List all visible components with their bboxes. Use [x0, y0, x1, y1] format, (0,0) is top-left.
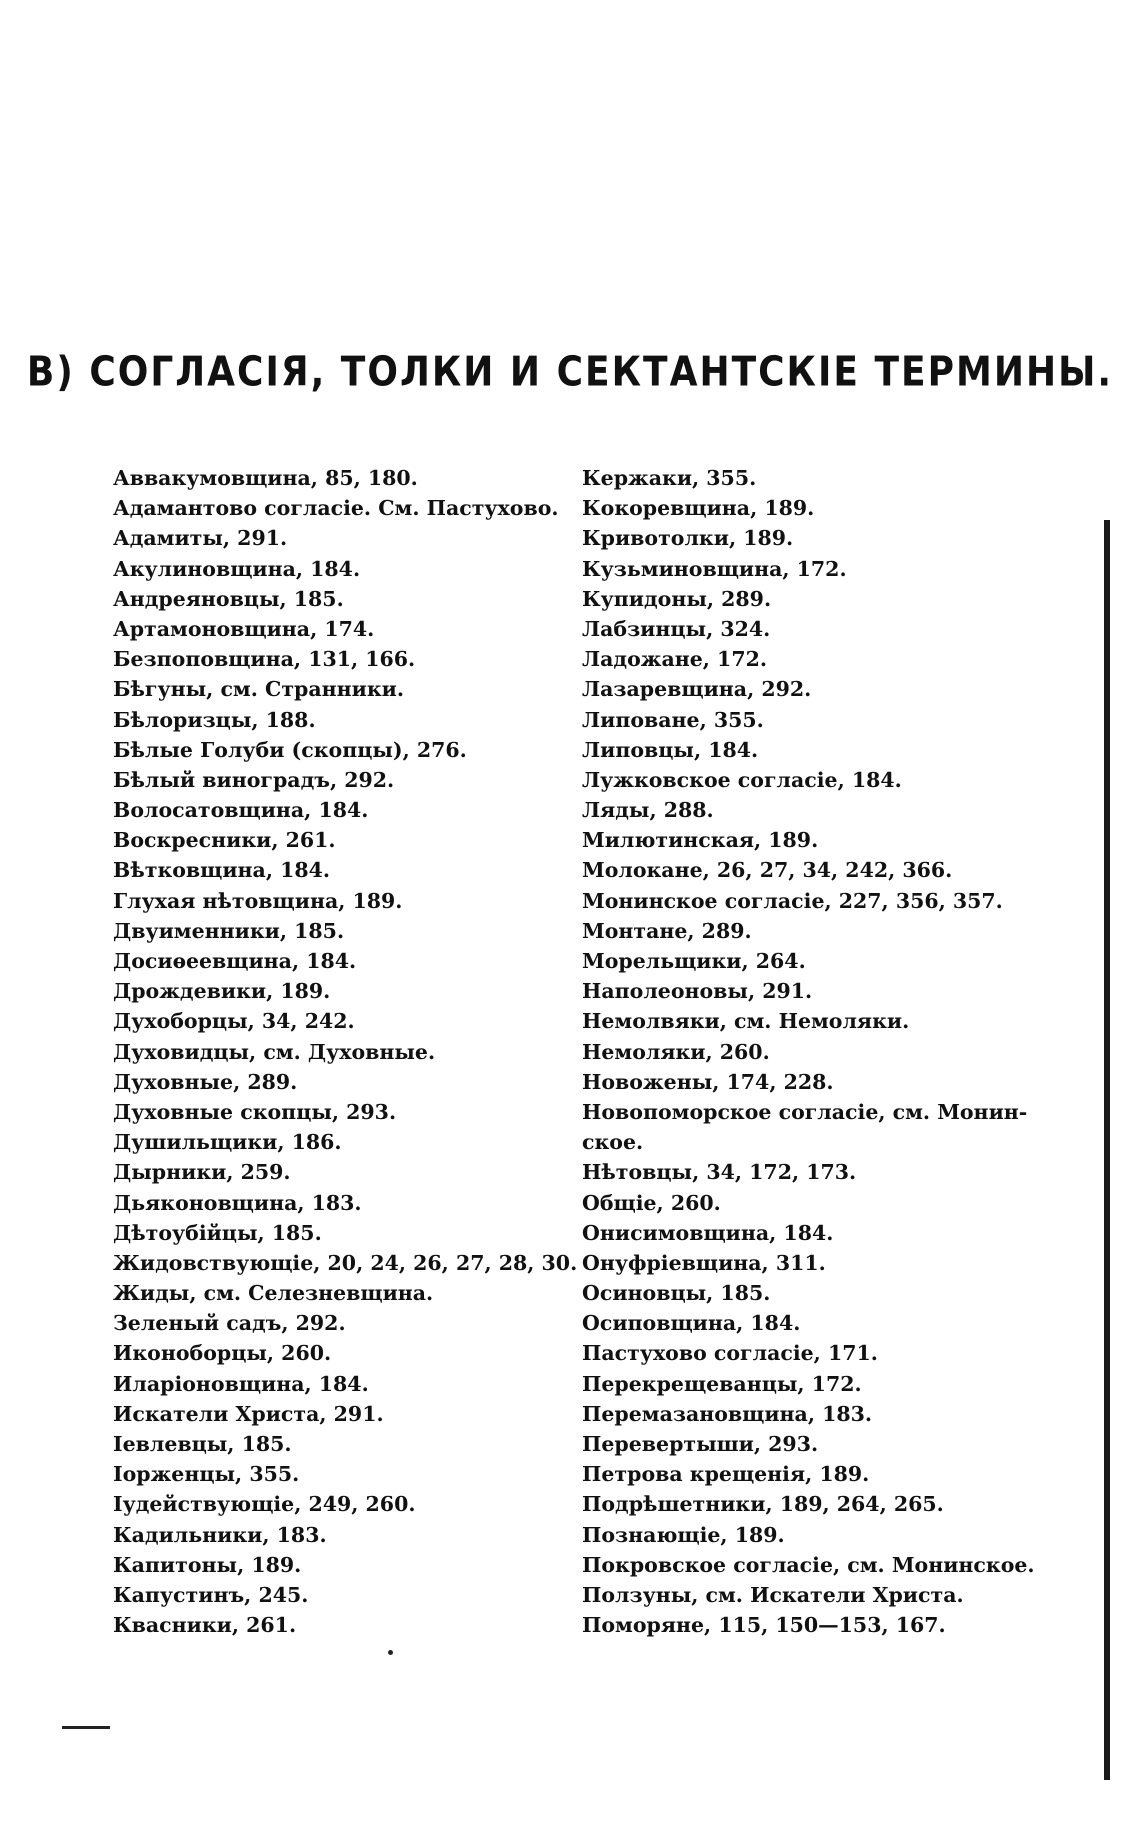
- index-entry: Акулиновщина, 184.: [113, 556, 361, 581]
- section-heading: В) СОГЛАСІЯ, ТОЛКИ И СЕКТАНТСКІЕ ТЕРМИНЫ.: [26, 348, 1114, 397]
- index-entry: Поморяне, 115, 150—153, 167.: [582, 1613, 946, 1638]
- index-entry: Духовные скопцы, 293.: [113, 1099, 397, 1124]
- index-entry: Липовцы, 184.: [582, 737, 759, 762]
- index-entry: Бѣлые Голуби (скопцы), 276.: [113, 737, 467, 762]
- index-entry: Бѣлый виноградъ, 292.: [113, 767, 395, 792]
- index-entry: Дрождевики, 189.: [113, 979, 331, 1004]
- index-entry: Вѣтковщина, 184.: [113, 858, 331, 883]
- index-entry: Монинское согласіе, 227, 356, 357.: [582, 888, 1003, 913]
- index-entry: Квасники, 261.: [113, 1613, 297, 1638]
- index-entry: Андреяновцы, 185.: [113, 586, 344, 611]
- index-entry: Кокоревщина, 189.: [582, 496, 815, 521]
- index-entry: Новожены, 174, 228.: [582, 1069, 834, 1094]
- index-entry: Новопоморское согласіе, см. Монин-: [582, 1099, 1028, 1124]
- index-entry: Адамантово согласіе. См. Пастухово.: [113, 496, 559, 521]
- index-entry: Жидовствующіе, 20, 24, 26, 27, 28, 30.: [113, 1250, 578, 1275]
- print-speck: [388, 1650, 393, 1655]
- index-entry: Покровское согласіе, см. Монинское.: [582, 1552, 1035, 1577]
- index-entry: Кадильники, 183.: [113, 1522, 327, 1547]
- index-entry: Искатели Христа, 291.: [113, 1401, 384, 1426]
- index-entry: Милютинская, 189.: [582, 828, 819, 853]
- index-entry: Лужковское согласіе, 184.: [582, 767, 902, 792]
- index-entry: Осиновцы, 185.: [582, 1281, 771, 1306]
- index-entry: Зеленый садъ, 292.: [113, 1311, 346, 1336]
- index-entry: Дьяконовщина, 183.: [113, 1190, 362, 1215]
- index-entry: Іорженцы, 355.: [113, 1462, 300, 1487]
- index-entry: Иларіоновщина, 184.: [113, 1371, 369, 1396]
- index-entry: Купидоны, 289.: [582, 586, 772, 611]
- index-entry: Іевлевцы, 185.: [113, 1432, 292, 1456]
- index-entry: Онуфріевщина, 311.: [582, 1250, 826, 1275]
- index-entry: Немолвяки, см. Немоляки.: [582, 1009, 910, 1034]
- index-entry: Подрѣшетники, 189, 264, 265.: [582, 1492, 944, 1517]
- index-entry: Капитоны, 189.: [113, 1552, 302, 1577]
- index-entry: Ладожане, 172.: [582, 647, 767, 672]
- index-entry: Липоване, 355.: [582, 707, 764, 732]
- index-entry: Перемазановщина, 183.: [582, 1401, 873, 1426]
- index-entry: Безпоповщина, 131, 166.: [113, 647, 416, 672]
- index-entry: Духоборцы, 34, 242.: [113, 1009, 355, 1034]
- index-entry: Дырники, 259.: [113, 1160, 291, 1185]
- index-entry: Немоляки, 260.: [582, 1039, 770, 1064]
- index-entry: Кузьминовщина, 172.: [582, 556, 847, 581]
- index-entry: Молокане, 26, 27, 34, 242, 366.: [582, 858, 953, 883]
- index-entry: Общіе, 260.: [582, 1190, 721, 1215]
- index-entry: Лазаревщина, 292.: [582, 677, 812, 702]
- index-entry: Дѣтоубійцы, 185.: [113, 1220, 322, 1245]
- index-entry: Бѣгуны, см. Странники.: [113, 677, 405, 702]
- index-entry: Двуименники, 185.: [113, 918, 345, 943]
- index-entry: Лабзинцы, 324.: [582, 616, 771, 641]
- index-entry: Духовные, 289.: [113, 1069, 298, 1094]
- index-entry: Перевертыши, 293.: [582, 1432, 819, 1456]
- index-entry: Онисимовщина, 184.: [582, 1220, 834, 1245]
- index-entry: Іудействующіе, 249, 260.: [113, 1492, 416, 1517]
- index-entry: Волосатовщина, 184.: [113, 798, 369, 823]
- index-entry: Духовидцы, см. Духовные.: [113, 1039, 436, 1064]
- index-entry: Душильщики, 186.: [113, 1130, 342, 1155]
- index-entry: Глухая нѣтовщина, 189.: [113, 888, 403, 913]
- index-entry: Кривотолки, 189.: [582, 526, 794, 551]
- index-entry: Иконоборцы, 260.: [113, 1341, 332, 1366]
- index-entry: Досиѳеевщина, 184.: [113, 949, 357, 973]
- index-entry: Адамиты, 291.: [113, 526, 288, 551]
- page-edge-rule: [1104, 520, 1110, 1780]
- index-entry: Капустинъ, 245.: [113, 1582, 309, 1607]
- index-entry: Познающіе, 189.: [582, 1522, 785, 1547]
- index-entry: Перекрещеванцы, 172.: [582, 1371, 862, 1396]
- index-entry: Осиповщина, 184.: [582, 1311, 801, 1336]
- index-entry: Ляды, 288.: [582, 798, 714, 823]
- index-entry: Наполеоновы, 291.: [582, 979, 813, 1004]
- index-entry: Монтане, 289.: [582, 918, 752, 943]
- index-entry: ское.: [582, 1130, 644, 1155]
- index-entry: Морельщики, 264.: [582, 949, 806, 973]
- index-entry: Артамоновщина, 174.: [113, 616, 375, 641]
- index-column-right: [582, 463, 1042, 1640]
- margin-dash: [62, 1726, 110, 1729]
- index-entry: Воскресники, 261.: [113, 828, 336, 853]
- index-column-left: [113, 463, 578, 1640]
- index-entry: Петрова крещенія, 189.: [582, 1462, 870, 1487]
- index-entry: Нѣтовцы, 34, 172, 173.: [582, 1160, 857, 1185]
- index-entry: Бѣлоризцы, 188.: [113, 707, 316, 732]
- index-entry: Аввакумовщина, 85, 180.: [113, 466, 418, 490]
- index-entry: Жиды, см. Селезневщина.: [113, 1281, 434, 1306]
- index-entry: Ползуны, см. Искатели Христа.: [582, 1582, 964, 1607]
- index-entry: Пастухово согласіе, 171.: [582, 1341, 878, 1366]
- index-entry: Кержаки, 355.: [582, 466, 757, 490]
